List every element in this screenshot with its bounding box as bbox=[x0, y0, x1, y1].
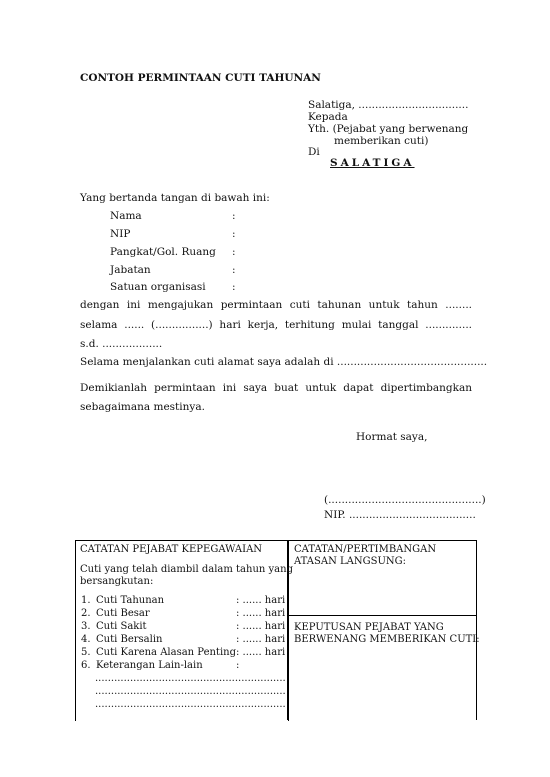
leave-item-value: : ...... hari bbox=[236, 595, 286, 606]
leave-item-value: : ...... hari bbox=[236, 608, 286, 619]
decision-header-1: KEPUTUSAN PEJABAT YANG bbox=[294, 622, 444, 633]
staff-notes-intro-1: Cuti yang telah diambil dalam tahun yang bbox=[80, 564, 293, 575]
request-paragraph-line-2: selama ...... (................) hari kerja, terhitung mulai tanggal .............. bbox=[80, 319, 472, 331]
leave-item-number: 6. bbox=[81, 660, 91, 671]
field-label-nip: NIP bbox=[110, 228, 131, 240]
staff-notes-header: CATATAN PEJABAT KEPEGAWAIAN bbox=[80, 544, 263, 555]
field-colon: : bbox=[232, 246, 236, 258]
field-label-satuan: Satuan organisasi bbox=[110, 281, 206, 293]
leave-item-number: 5. bbox=[81, 647, 91, 658]
recipient-line-2: memberikan cuti) bbox=[334, 135, 429, 147]
recipient-line-1: Yth. (Pejabat yang berwenang bbox=[308, 123, 469, 135]
recipient-label: Kepada bbox=[308, 111, 348, 123]
leave-item-value: : ...... hari bbox=[236, 647, 286, 658]
field-colon: : bbox=[232, 281, 236, 293]
leave-item-label: Cuti Bersalin bbox=[96, 634, 163, 645]
closing-salutation: Hormat saya, bbox=[356, 431, 428, 443]
request-paragraph-line-3: s.d. .................. bbox=[80, 338, 163, 350]
leave-item-number: 3. bbox=[81, 621, 91, 632]
leave-item-label: Cuti Karena Alasan Penting bbox=[96, 647, 236, 658]
leave-item-label: Cuti Sakit bbox=[96, 621, 147, 632]
location-label: Di bbox=[308, 146, 320, 158]
address-paragraph: Selama menjalankan cuti alamat saya adalah di ............................................. bbox=[80, 356, 488, 368]
leave-item-label: Cuti Tahunan bbox=[96, 595, 165, 606]
document-title: CONTOH PERMINTAAN CUTI TAHUNAN bbox=[80, 72, 321, 84]
field-colon: : bbox=[232, 264, 236, 276]
field-colon: : bbox=[232, 210, 236, 222]
leave-item-label: Cuti Besar bbox=[96, 608, 150, 619]
leave-item-number: 4. bbox=[81, 634, 91, 645]
request-paragraph-line-1: dengan ini mengajukan permintaan cuti tahunan untuk tahun ........ bbox=[80, 299, 472, 311]
leave-item-number: 1. bbox=[81, 595, 91, 606]
leave-item-value: : ...... hari bbox=[236, 621, 286, 632]
leave-item-value: : ...... hari bbox=[236, 634, 286, 645]
signature-nip-line: NIP. ...................................... bbox=[324, 509, 476, 521]
notes-dotted-line: ............................................................ bbox=[95, 673, 286, 684]
supervisor-notes-header-2: ATASAN LANGSUNG: bbox=[294, 556, 407, 567]
leave-item-label: Keterangan Lain-lain bbox=[96, 660, 203, 671]
field-label-pangkat: Pangkat/Gol. Ruang bbox=[110, 246, 216, 258]
leave-item-value: : bbox=[236, 660, 240, 671]
notes-dotted-line: ............................................................ bbox=[95, 699, 286, 710]
staff-notes-intro-2: bersangkutan: bbox=[80, 576, 154, 587]
leave-item-number: 2. bbox=[81, 608, 91, 619]
field-label-jabatan: Jabatan bbox=[110, 264, 151, 276]
field-colon: : bbox=[232, 228, 236, 240]
closing-paragraph-line-1: Demikianlah permintaan ini saya buat untuk dapat dipertimbangkan bbox=[80, 382, 472, 394]
city-name: SALATIGA bbox=[330, 157, 415, 169]
field-label-nama: Nama bbox=[110, 210, 142, 222]
place-date: Salatiga, ................................. bbox=[308, 99, 469, 111]
decision-header-2: BERWENANG MEMBERIKAN CUTI: bbox=[294, 634, 480, 645]
intro-text: Yang bertanda tangan di bawah ini: bbox=[80, 192, 270, 204]
supervisor-notes-header-1: CATATAN/PERTIMBANGAN bbox=[294, 544, 437, 555]
signature-name-line: (..............................................) bbox=[324, 494, 486, 506]
notes-dotted-line: ............................................................ bbox=[95, 686, 286, 697]
closing-paragraph-line-2: sebagaimana mestinya. bbox=[80, 401, 205, 413]
